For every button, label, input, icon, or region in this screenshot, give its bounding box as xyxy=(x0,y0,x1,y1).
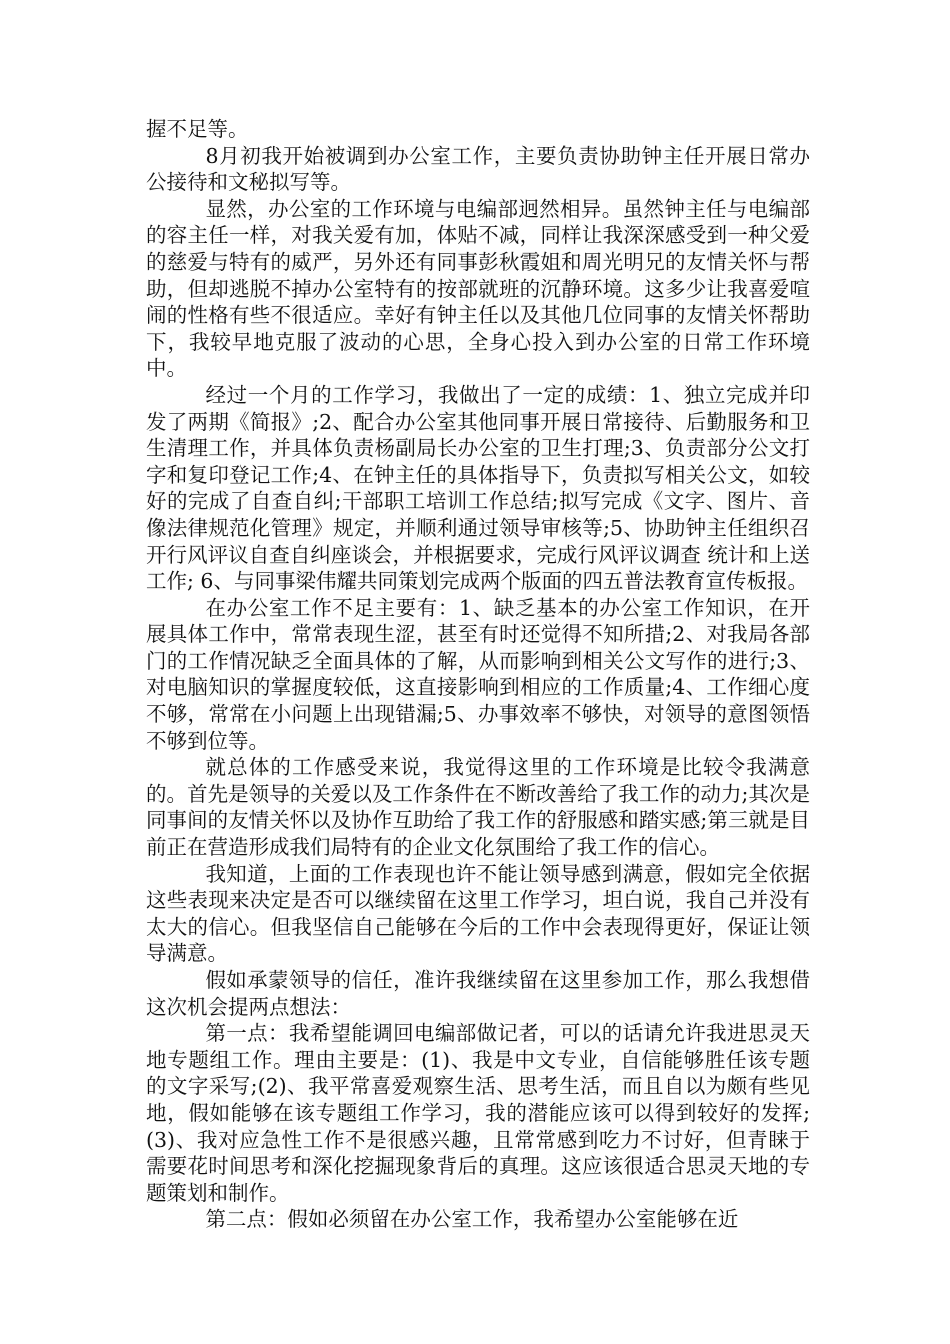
paragraph-self-assessment: 我知道，上面的工作表现也许不能让领导感到满意，假如完全依据这些表现来决定是否可以继续留在这里工作学习，坦白说，我自己并没有太大的信心。但我坚信自己能够在今后的工作中会表现得更好，保证让领导满意。 xyxy=(146,861,810,966)
document-body xyxy=(146,116,810,1233)
paragraph-request-intro: 假如承蒙领导的信任，准许我继续留在这里参加工作，那么我想借这次机会提两点想法： xyxy=(146,968,810,1019)
paragraph-second-point: 第二点：假如必须留在办公室工作，我希望办公室能够在近 xyxy=(205,1207,739,1232)
paragraph-shortcomings: 在办公室工作不足主要有：1、缺乏基本的办公室工作知识，在开展具体工作中，常常表现生涩，甚至有时还觉得不知所措;2、对我局各部门的工作情况缺乏全面具体的了解，从而影响到相关公文写作的进行;3、对电脑知识的掌握度较低，这直接影响到相应的工作质量;4、工作细心度不够，常常在小问题上出现错漏;5、办事效率不够快，对领导的意图领悟不够到位等。 xyxy=(146,595,810,753)
paragraph-transfer-to-office: 8月初我开始被调到办公室工作，主要负责协助钟主任开展日常办公接待和文秘拟写等。 xyxy=(146,143,810,195)
paragraph-first-point: 第一点：我希望能调回电编部做记者，可以的话请允许我进思灵天地专题组工作。理由主要是：(1)、我是中文专业，自信能够胜任该专题的文字采写;(2)、我平常喜爱观察生活、思考生活，而且自以为颇有些见地，假如能够在该专题组工作学习，我的潜能应该可以得到较好的发挥;(3)、我对应急性工作不是很感兴趣，且常常感到吃力不讨好，但青睐于需要花时间思考和深化挖掘现象背后的真理。这应该很适合思灵天地的专题策划和制作。 xyxy=(146,1021,810,1205)
paragraph-overall-feeling: 就总体的工作感受来说，我觉得这里的工作环境是比较令我满意的。首先是领导的关爱以及工作条件在不断改善给了我工作的动力;其次是同事间的友情关怀以及协作互助给了我工作的舒服感和踏实感;第三就是目前正在营造形成我们局特有的企业文化氛围给了我工作的信心。 xyxy=(146,755,810,860)
paragraph-achievements: 经过一个月的工作学习，我做出了一定的成绩：1、独立完成并印发了两期《简报》;2、配合办公室其他同事开展日常接待、后勤服务和卫生清理工作，并具体负责杨副局长办公室的卫生打理;3、负责部分公文打字和复印登记工作;4、在钟主任的具体指导下，负责拟写相关公文，如较好的完成了自查自纠;干部职工培训工作总结;拟写完成《文字、图片、音像法律规范化管理》规定，并顺利通过领导审核等;5、协助钟主任组织召开行风评议自查自纠座谈会，并根据要求，完成行风评议调查 统计和上送工作; 6、与同事梁伟耀共同策划完成两个版面的四五普法教育宣传板报。 xyxy=(146,382,810,594)
paragraph-office-environment: 显然，办公室的工作环境与电编部迥然相异。虽然钟主任与电编部的容主任一样，对我关爱有加，体贴不减，同样让我深深感受到一种父爱的慈爱与特有的威严，另外还有同事彭秋霞姐和周光明兄的友情关怀与帮助，但却逃脱不掉办公室特有的按部就班的沉静环境。这多少让我喜爱喧闹的性格有些不很适应。幸好有钟主任以及其他几位同事的友情关怀帮助下，我较早地克服了波动的心思，全身心投入到办公室的日常工作环境中。 xyxy=(146,196,810,381)
paragraph-continuation: 握不足等。 xyxy=(146,117,249,141)
